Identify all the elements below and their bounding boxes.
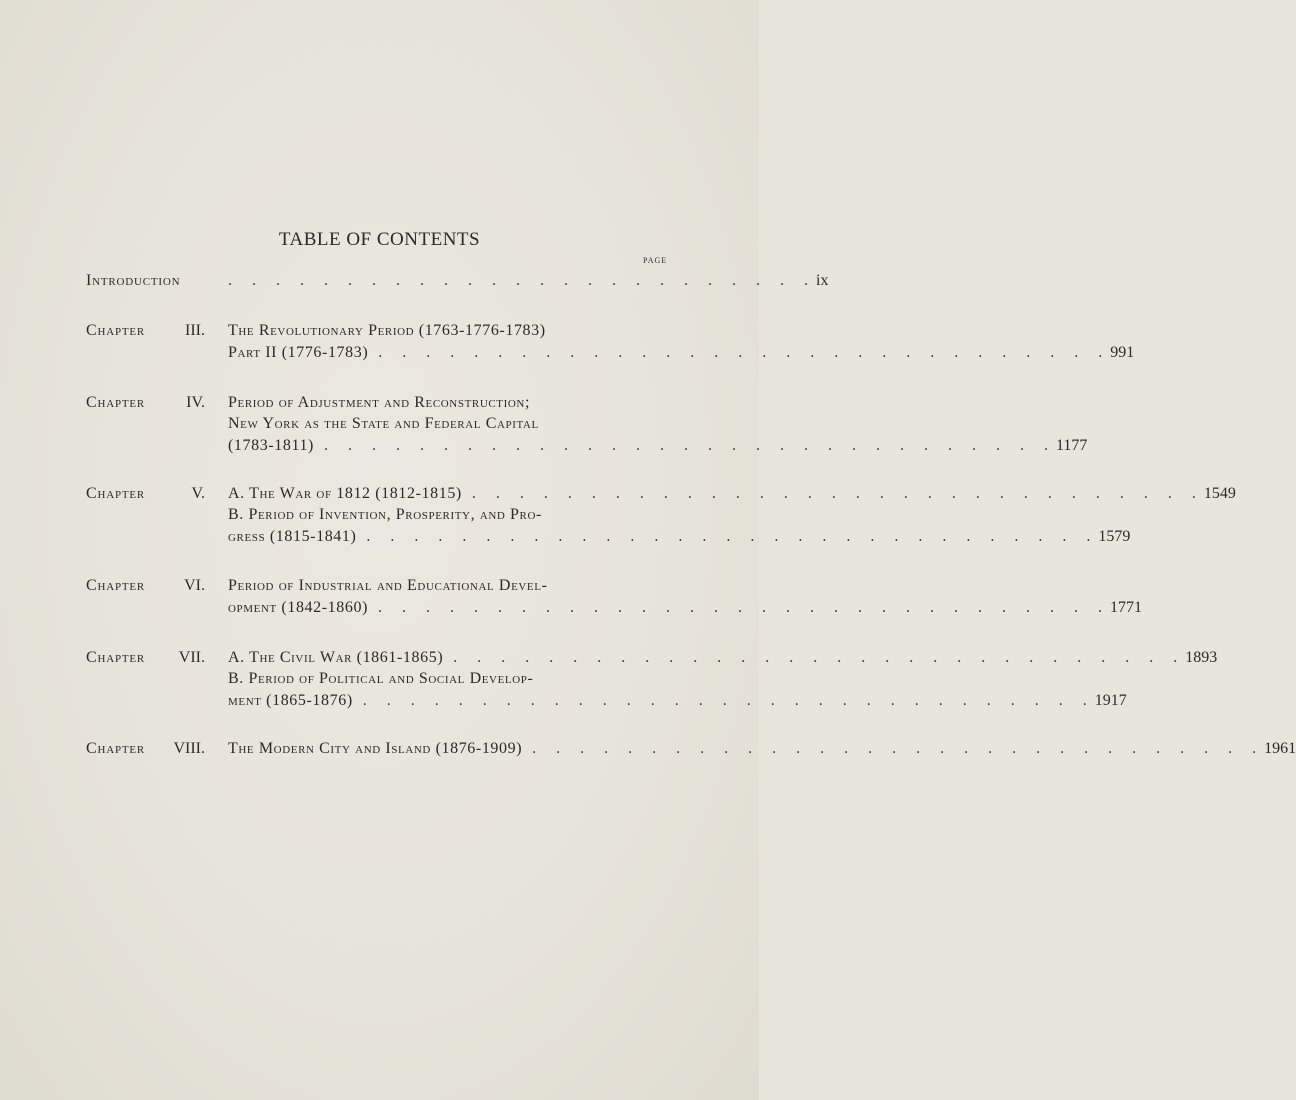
chapter-page-number: 1961 (1264, 740, 1296, 757)
chapter-label: Chapter (86, 485, 146, 502)
chapter-number: VII. (178, 649, 205, 666)
chapter-title-text: gress (1815-1841) (228, 528, 357, 545)
chapter-label: Chapter (86, 649, 146, 666)
leader-dots: . . . . . . . . . . . . . . . . . . . . . . . . . . . . . . . (471, 485, 1204, 502)
chapter-title-text: Period of Adjustment and Reconstruction; (228, 394, 531, 411)
leader-dots: . . . . . . . . . . . . . . . . . . . . . . . . . (228, 272, 816, 289)
chapter-number: III. (185, 322, 205, 339)
chapter-label: Chapter (86, 394, 146, 411)
chapter-label: Chapter (86, 577, 146, 594)
chapter-page-number: 1177 (1056, 437, 1088, 454)
chapter-number: IV. (186, 394, 205, 411)
chapter-title-text: The Modern City and Island (1876-1909) (228, 740, 523, 757)
leader-dots: . . . . . . . . . . . . . . . . . . . . . . . . . . . . . . . (453, 649, 1186, 666)
page-title: TABLE OF CONTENTS (278, 229, 481, 250)
chapter-title-line (228, 740, 1296, 761)
chapter-title-text: A. The War of 1812 (1812-1815) (228, 485, 462, 502)
chapter-title-line (228, 528, 1131, 549)
chapter-title-line (228, 437, 1088, 458)
introduction-label: Introduction (86, 272, 181, 289)
leader-dots: . . . . . . . . . . . . . . . . . . . . . . . . . . . . . . . (378, 344, 1111, 361)
chapter-number: V. (191, 485, 205, 502)
leader-dots: . . . . . . . . . . . . . . . . . . . . . . . . . . . . . . . (324, 437, 1056, 454)
chapter-title-text: B. Period of Political and Social Develop- (228, 670, 534, 687)
chapter-title-line (228, 599, 1143, 620)
chapter-title-line (228, 506, 673, 527)
introduction-line (228, 272, 829, 293)
chapter-page-number: 1917 (1094, 692, 1127, 709)
chapter-title-text: opment (1842-1860) (228, 599, 369, 616)
chapter-title-line (228, 670, 673, 691)
chapter-title-line (228, 485, 1236, 506)
chapter-title-text: (1783-1811) (228, 437, 314, 454)
chapter-title-text: The Revolutionary Period (1763-1776-1783) (228, 322, 546, 339)
leader-dots: . . . . . . . . . . . . . . . . . . . . . . . . . . . . . . . (532, 740, 1265, 757)
chapter-number: VIII. (173, 740, 205, 757)
introduction-page-number: ix (816, 272, 829, 289)
chapter-title-line (228, 577, 673, 598)
chapter-page-number: 1893 (1185, 649, 1218, 666)
chapter-page-number: 991 (1110, 344, 1135, 361)
chapter-page-number: 1549 (1203, 485, 1236, 502)
chapter-page-number: 1771 (1110, 599, 1143, 616)
chapter-title-line (228, 322, 673, 343)
chapter-title-line (228, 649, 1218, 670)
leader-dots: . . . . . . . . . . . . . . . . . . . . . . . . . . . . . . . (366, 528, 1099, 545)
chapter-title-line (228, 344, 1135, 365)
chapter-page-number: 1579 (1098, 528, 1131, 545)
chapter-label: Chapter (86, 322, 146, 339)
chapter-title-text: ment (1865-1876) (228, 692, 353, 709)
chapter-title-line (228, 415, 673, 436)
chapter-title-text: New York as the State and Federal Capital (228, 415, 539, 432)
chapter-title-line (228, 394, 673, 415)
leader-dots: . . . . . . . . . . . . . . . . . . . . . . . . . . . . . . . (378, 599, 1111, 616)
chapter-title-text: Part II (1776-1783) (228, 344, 369, 361)
chapter-label: Chapter (86, 740, 146, 757)
chapter-title-text: A. The Civil War (1861-1865) (228, 649, 444, 666)
chapter-title-text: B. Period of Invention, Prosperity, and Pro- (228, 506, 542, 523)
page-column-heading: PAGE (643, 256, 668, 265)
chapter-title-text: Period of Industrial and Educational Devel- (228, 577, 548, 594)
leader-dots: . . . . . . . . . . . . . . . . . . . . . . . . . . . . . . . (362, 692, 1095, 709)
chapter-title-line (228, 692, 1127, 713)
chapter-number: VI. (184, 577, 205, 594)
